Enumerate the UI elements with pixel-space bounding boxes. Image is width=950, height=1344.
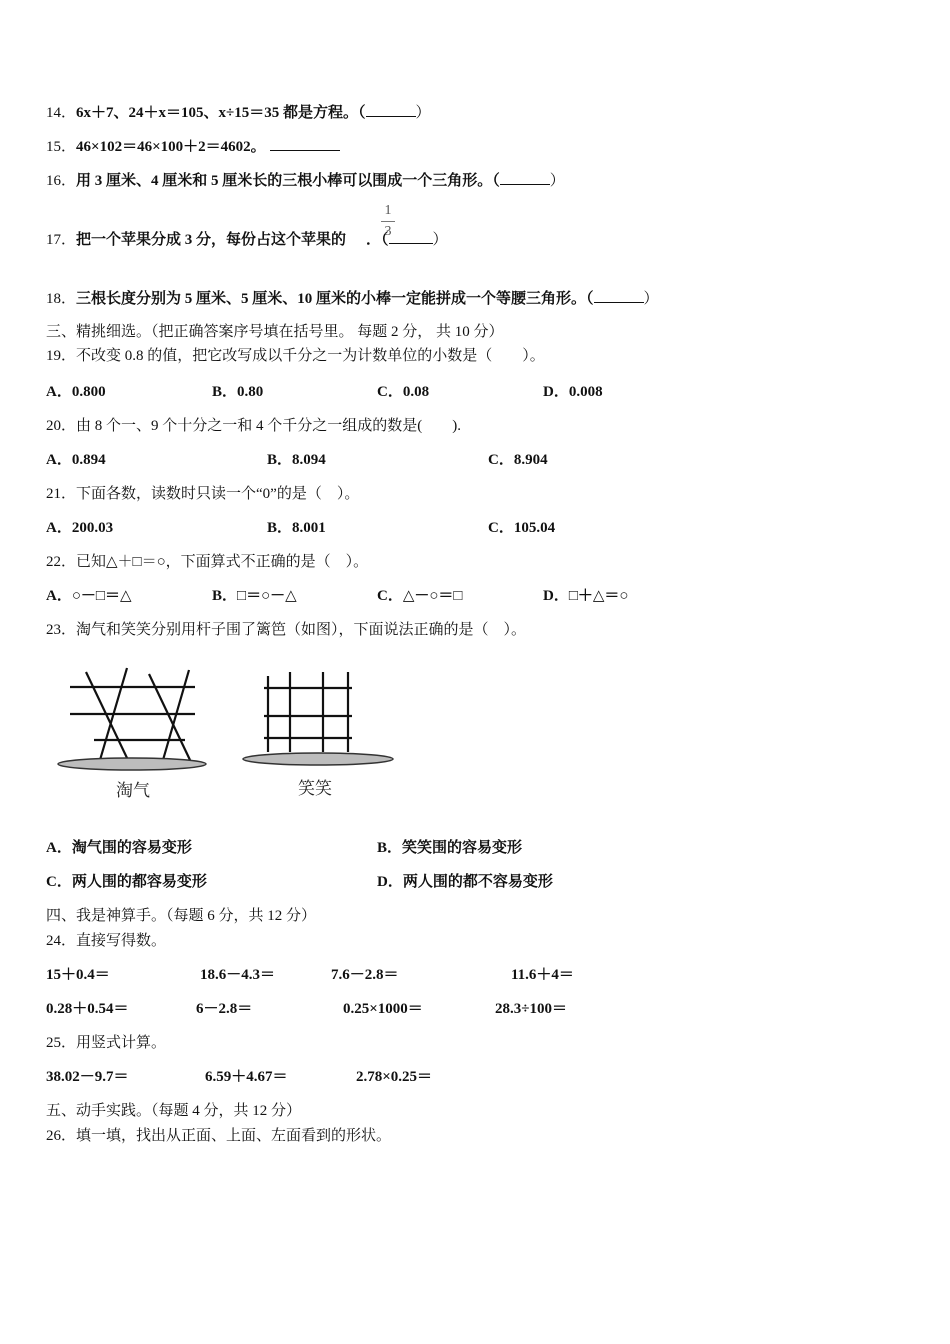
fence-figure (52, 660, 402, 808)
option-a[interactable]: A．淘气围的容易变形 (46, 840, 192, 856)
option-d[interactable]: D．□＋△＝○ (543, 588, 629, 604)
taoqi-fence (70, 668, 195, 760)
option-a[interactable]: A．○－□＝△ (46, 588, 132, 604)
calc-item: 28.3÷100＝ (495, 1001, 567, 1017)
question-20: 20．由 8 个一、9 个十分之一和 4 个千分之一组成的数是( ). (46, 418, 461, 434)
xiaoxiao-label: 笑笑 (298, 779, 332, 799)
answer-blank[interactable] (366, 102, 416, 117)
question-23: 23．淘气和笑笑分别用杆子围了篱笆（如图），下面说法正确的是（ ）。 (46, 622, 527, 638)
answer-blank[interactable] (500, 170, 550, 185)
answer-blank[interactable] (389, 229, 433, 244)
question-14: 14．6x＋7、24＋x＝105、x÷15＝35 都是方程。（ ） (46, 102, 431, 123)
calc-item: 18.6－4.3＝ (200, 967, 276, 983)
option-b[interactable]: B．0.80 (212, 384, 264, 400)
fraction-one-third: 1 3 (381, 203, 395, 240)
option-b[interactable]: B．笑笑围的容易变形 (377, 840, 523, 856)
option-a[interactable]: A．0.894 (46, 452, 106, 468)
calc-item: 15＋0.4＝ (46, 967, 110, 983)
question-17: 17．把一个苹果分成 3 分，每份占这个苹果的 ．（ ） (46, 229, 448, 250)
answer-blank[interactable] (270, 136, 340, 151)
section-4-heading: 四、我是神算手。（每题 6 分，共 12 分） (46, 908, 317, 924)
question-21: 21．下面各数，读数时只读一个“0”的是（ ）。 (46, 486, 360, 502)
calc-item: 0.25×1000＝ (343, 1001, 423, 1017)
option-d[interactable]: D．0.008 (543, 384, 603, 400)
question-26: 26．填一填，找出从正面、上面、左面看到的形状。 (46, 1128, 392, 1144)
option-a[interactable]: A．200.03 (46, 520, 114, 536)
question-15: 15．46×102＝46×100＋2＝4602。 (46, 136, 340, 157)
question-19: 19．不改变 0.8 的值，把它改写成以千分之一为计数单位的小数是（ ）。 (46, 348, 545, 364)
section-3-heading: 三、精挑细选。（把正确答案序号填在括号里。 每题 2 分， 共 10 分） (46, 324, 504, 340)
question-16: 16．用 3 厘米、4 厘米和 5 厘米长的三根小棒可以围成一个三角形。（ ） (46, 170, 565, 191)
xiaoxiao-fence (264, 672, 352, 752)
question-25: 25．用竖式计算。 (46, 1035, 167, 1051)
answer-blank[interactable] (594, 288, 644, 303)
option-c[interactable]: C．105.04 (488, 520, 556, 536)
question-22: 22．已知△＋□＝○，下面算式不正确的是（ ）。 (46, 554, 369, 570)
option-c[interactable]: C．8.904 (488, 452, 548, 468)
question-24: 24．直接写得数。 (46, 933, 167, 949)
calc-item: 6－2.8＝ (196, 1001, 253, 1017)
calc-item: 6.59＋4.67＝ (205, 1069, 288, 1085)
taoqi-label: 淘气 (116, 781, 150, 801)
option-d[interactable]: D．两人围的都不容易变形 (377, 874, 553, 890)
option-b[interactable]: B．8.094 (267, 452, 326, 468)
option-b[interactable]: B．□＝○－△ (212, 588, 297, 604)
option-c[interactable]: C．△－○＝□ (377, 588, 463, 604)
option-c[interactable]: C．两人围的都容易变形 (46, 874, 207, 890)
option-b[interactable]: B．8.001 (267, 520, 326, 536)
question-18: 18．三根长度分别为 5 厘米、5 厘米、10 厘米的小棒一定能拼成一个等腰三角形。（ ） (46, 288, 659, 309)
calc-item: 0.28＋0.54＝ (46, 1001, 129, 1017)
calc-item: 11.6＋4＝ (511, 967, 574, 983)
calc-item: 2.78×0.25＝ (356, 1069, 433, 1085)
calc-item: 38.02－9.7＝ (46, 1069, 129, 1085)
option-c[interactable]: C．0.08 (377, 384, 430, 400)
section-5-heading: 五、动手实践。（每题 4 分，共 12 分） (46, 1103, 302, 1119)
option-a[interactable]: A．0.800 (46, 384, 106, 400)
calc-item: 7.6－2.8＝ (331, 967, 399, 983)
